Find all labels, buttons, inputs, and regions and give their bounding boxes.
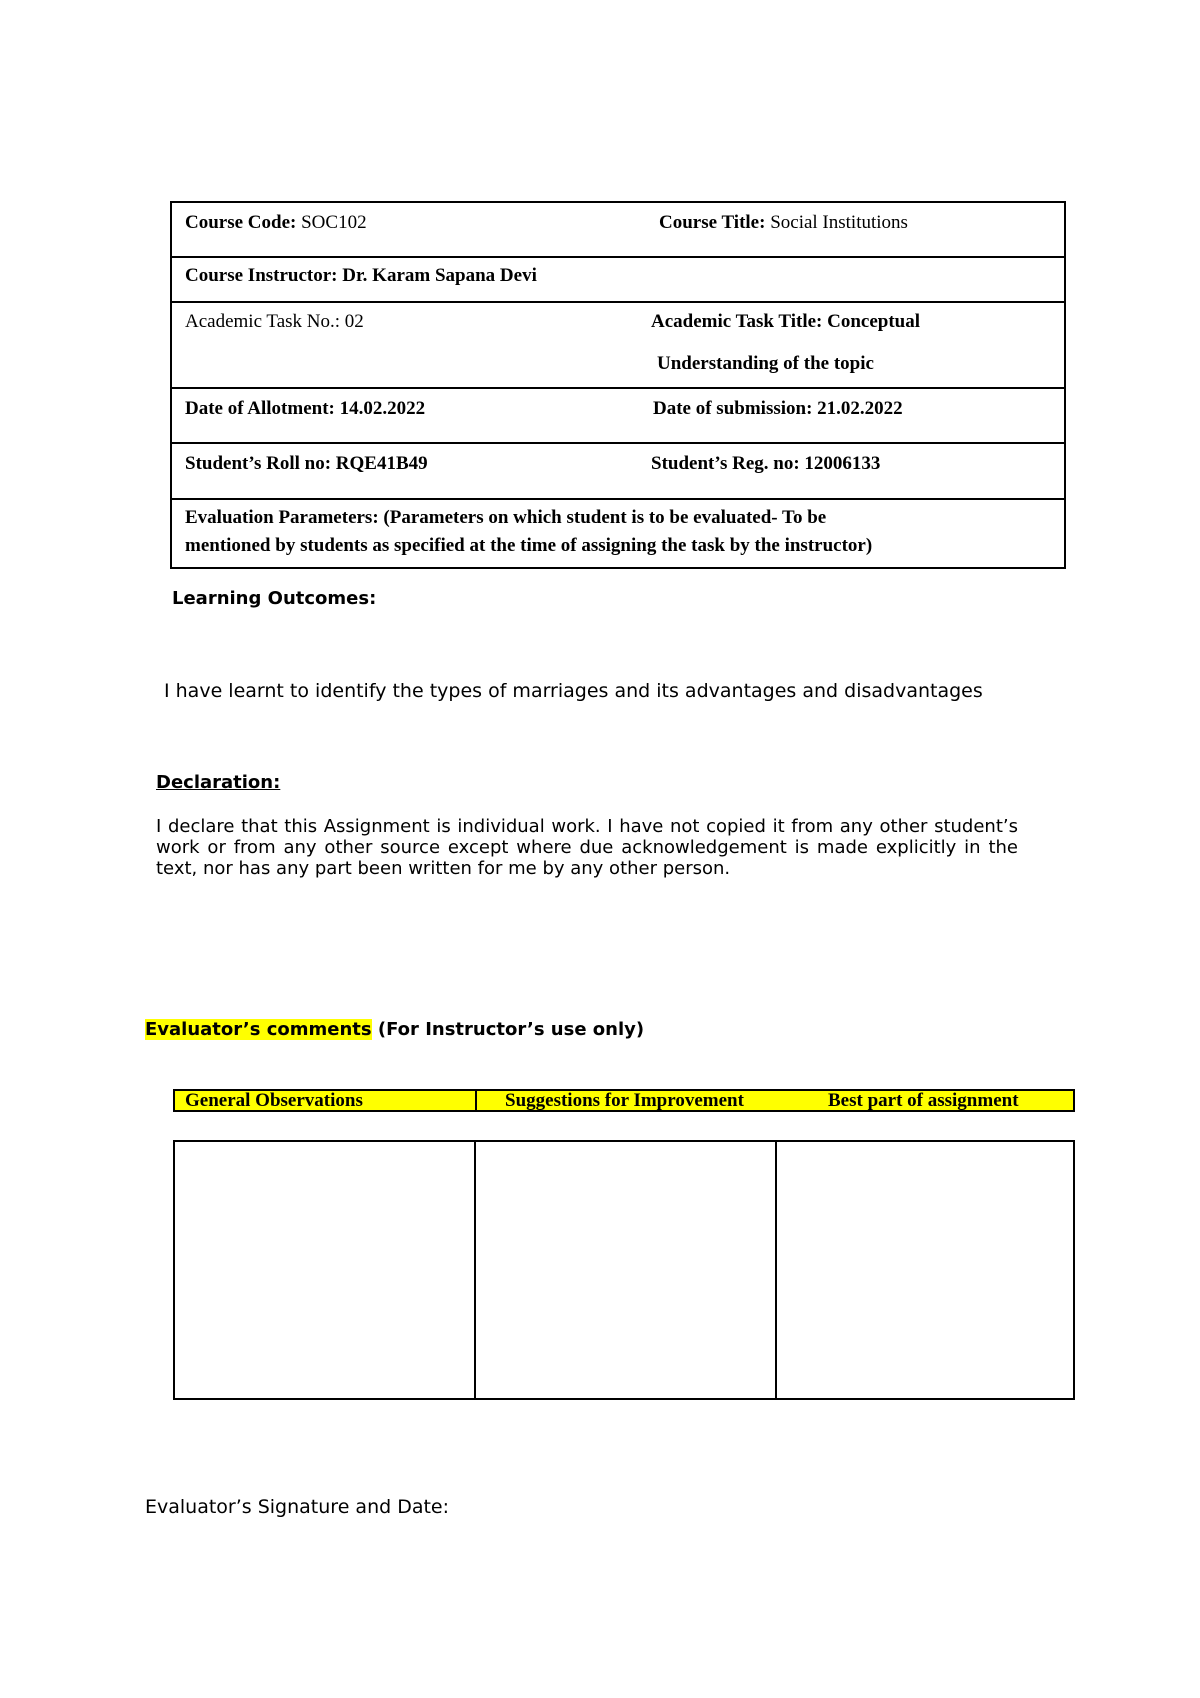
dates-row <box>172 389 1064 444</box>
evaluator-columns-header <box>173 1089 1075 1112</box>
grid-divider-1 <box>474 1142 476 1398</box>
student-roll-number: Student’s Roll no: RQE41B49 <box>185 453 428 474</box>
evaluation-parameters-line1: Evaluation Parameters: (Parameters on which student is to be evaluated- To be <box>185 507 827 528</box>
learning-outcomes-label: Learning Outcomes: <box>172 588 377 609</box>
column-suggestions-for-improvement: Suggestions for Improvement <box>505 1090 744 1111</box>
evaluator-comments-heading <box>145 1019 644 1040</box>
evaluator-comments-note: (For Instructor’s use only) <box>371 1019 645 1040</box>
course-code: Course Code: SOC102 <box>185 212 367 233</box>
date-of-allotment: Date of Allotment: 14.02.2022 <box>185 398 426 419</box>
column-best-part-of-assignment: Best part of assignment <box>828 1090 1019 1111</box>
column-general-observations: General Observations <box>185 1090 363 1111</box>
evaluation-parameters-line2: mentioned by students as specified at the time of assigning the task by the instructor) <box>185 535 873 556</box>
task-row <box>172 303 1064 389</box>
declaration-line-1: I declare that this Assignment is individual work. I have not copied it from any other student’s <box>156 816 1018 837</box>
date-of-submission: Date of submission: 21.02.2022 <box>653 398 903 419</box>
evaluator-comments-grid <box>173 1140 1075 1400</box>
assignment-info-table <box>170 201 1066 569</box>
course-instructor: Course Instructor: Dr. Karam Sapana Devi <box>185 265 537 286</box>
grid-divider-2 <box>775 1142 777 1398</box>
academic-task-number: Academic Task No.: 02 <box>185 311 364 332</box>
course-row <box>172 203 1064 258</box>
declaration-heading: Declaration: <box>156 772 281 793</box>
learning-outcomes-text: I have learnt to identify the types of marriages and its advantages and disadvantages <box>164 680 983 702</box>
student-reg-number: Student’s Reg. no: 12006133 <box>651 453 881 474</box>
student-row <box>172 444 1064 500</box>
evaluator-signature-label: Evaluator’s Signature and Date: <box>145 1496 450 1518</box>
instructor-row <box>172 258 1064 303</box>
evaluator-comments-highlight: Evaluator’s comments <box>145 1019 372 1040</box>
declaration-line-2: work or from any other source except where due acknowledgement is made explicitly in the <box>156 837 1018 858</box>
declaration-line-3: text, nor has any part been written for me by any other person. <box>156 858 731 879</box>
course-title: Course Title: Social Institutions <box>659 212 908 233</box>
academic-task-title-line2: Understanding of the topic <box>657 353 874 374</box>
column-divider <box>475 1091 477 1110</box>
academic-task-title: Academic Task Title: Conceptual <box>651 311 921 332</box>
evaluation-parameters-row <box>172 500 1064 571</box>
declaration-text <box>156 816 1018 879</box>
